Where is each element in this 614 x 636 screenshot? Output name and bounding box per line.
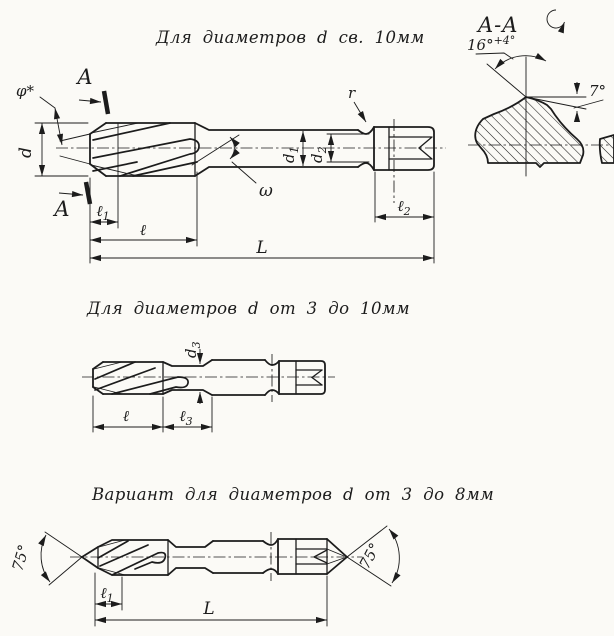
dim-d1-label: $d_1$ xyxy=(280,146,301,163)
section-arrow-label-top: A xyxy=(77,65,93,89)
dim-l-label: ℓ xyxy=(139,221,147,239)
radius-label: r xyxy=(348,84,356,102)
bottom-title: Вариант для диаметров d от 3 до 8мм xyxy=(92,485,495,504)
mating-edge-wedge xyxy=(600,135,614,163)
phi-label: φ* xyxy=(16,82,35,100)
dim-d3-label: $d_3$ xyxy=(182,341,203,358)
dim-l2-label: ℓ$_2$ xyxy=(397,197,411,218)
bottom-dim-L-label: L xyxy=(203,599,215,619)
rake-angle-label: 16°$^{+4^\circ}$ xyxy=(467,34,516,54)
middle-title: Для диаметров d от 3 до 10мм xyxy=(87,299,411,318)
dim-l-label: ℓ xyxy=(122,407,130,425)
relief-angle-label: 7° xyxy=(589,82,607,100)
bottom-dim-l1-label: ℓ$_1$ xyxy=(100,584,114,605)
dim-d2-label: $d_2$ xyxy=(308,146,329,163)
center-angle-label-right: 75° xyxy=(355,539,385,572)
section-arrow-label-bottom: A xyxy=(54,197,70,221)
dim-l3-label: ℓ$_3$ xyxy=(179,407,193,428)
dim-l1-label: ℓ$_1$ xyxy=(96,202,110,223)
center-angle-label-left: 75° xyxy=(8,542,34,574)
top-title: Для диаметров d св. 10мм xyxy=(156,28,425,47)
omega-label: ω xyxy=(259,181,273,201)
dim-d-label: d xyxy=(16,147,36,158)
dim-L-label: L xyxy=(256,238,268,258)
section-label: A-A xyxy=(478,13,519,37)
